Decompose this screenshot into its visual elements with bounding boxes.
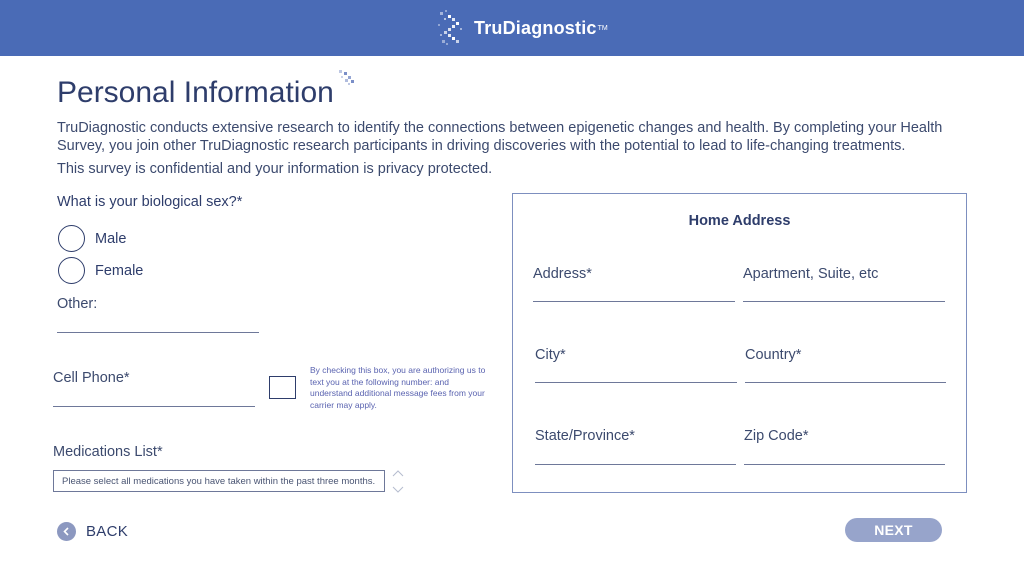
chevron-down-icon[interactable] — [392, 485, 404, 495]
dna-pixel-logo-icon — [436, 8, 470, 48]
country-input[interactable] — [745, 361, 946, 383]
other-sex-input[interactable] — [57, 311, 259, 333]
cell-phone-label: Cell Phone* — [53, 370, 130, 386]
intro-text: TruDiagnostic conducts extensive research to identify the connections between epigenetic changes and health. By completing your Health Survey, you join other TruDiagnostic research participants in driving discoveries with the potential to lead to life-changing treatments. — [57, 120, 943, 154]
apartment-input[interactable] — [743, 280, 945, 302]
zip-label: Zip Code* — [744, 428, 809, 444]
sms-consent-text: By checking this box, you are authorizing us to text you at the following number: and understand additional message fees from your carrier may apply. — [310, 365, 486, 410]
country-label: Country* — [745, 347, 802, 363]
next-button[interactable]: NEXT — [845, 518, 942, 542]
radio-circle-female[interactable] — [58, 257, 85, 284]
radio-male[interactable] — [58, 225, 126, 252]
home-address-title: Home Address — [688, 213, 791, 229]
state-input[interactable] — [535, 443, 736, 465]
chevron-left-icon — [62, 527, 71, 536]
medications-label: Medications List* — [53, 444, 163, 460]
privacy-note: This survey is confidential and your information is privacy protected. — [57, 161, 493, 177]
radio-label-male: Male — [95, 230, 127, 247]
medications-select[interactable]: Please select all medications you have taken within the past three months. — [53, 470, 385, 492]
address-label: Address* — [533, 266, 592, 282]
trademark-mark: TM — [597, 24, 608, 32]
state-label: State/Province* — [535, 428, 635, 444]
address-input[interactable] — [533, 280, 735, 302]
city-input[interactable] — [535, 361, 737, 383]
city-label: City* — [535, 347, 566, 363]
brand-logo[interactable] — [436, 6, 608, 50]
sex-question-label: What is your biological sex?* — [57, 194, 243, 210]
back-label: BACK — [86, 523, 129, 540]
back-circle[interactable] — [57, 522, 76, 541]
dna-pixel-accent-icon — [336, 68, 356, 88]
chevron-up-icon[interactable] — [392, 468, 404, 478]
radio-circle-male[interactable] — [58, 225, 85, 252]
sms-consent-checkbox[interactable] — [269, 376, 296, 399]
apartment-label: Apartment, Suite, etc — [743, 266, 879, 282]
zip-input[interactable] — [744, 443, 945, 465]
page-title: Personal Information — [57, 76, 334, 109]
radio-female[interactable] — [58, 257, 143, 284]
header-bar — [0, 0, 1024, 56]
back-button[interactable] — [57, 522, 128, 541]
other-label: Other: — [57, 296, 98, 312]
brand-name: TruDiagnostic — [474, 17, 597, 38]
cell-phone-input[interactable] — [53, 385, 255, 407]
radio-label-female: Female — [95, 262, 144, 279]
